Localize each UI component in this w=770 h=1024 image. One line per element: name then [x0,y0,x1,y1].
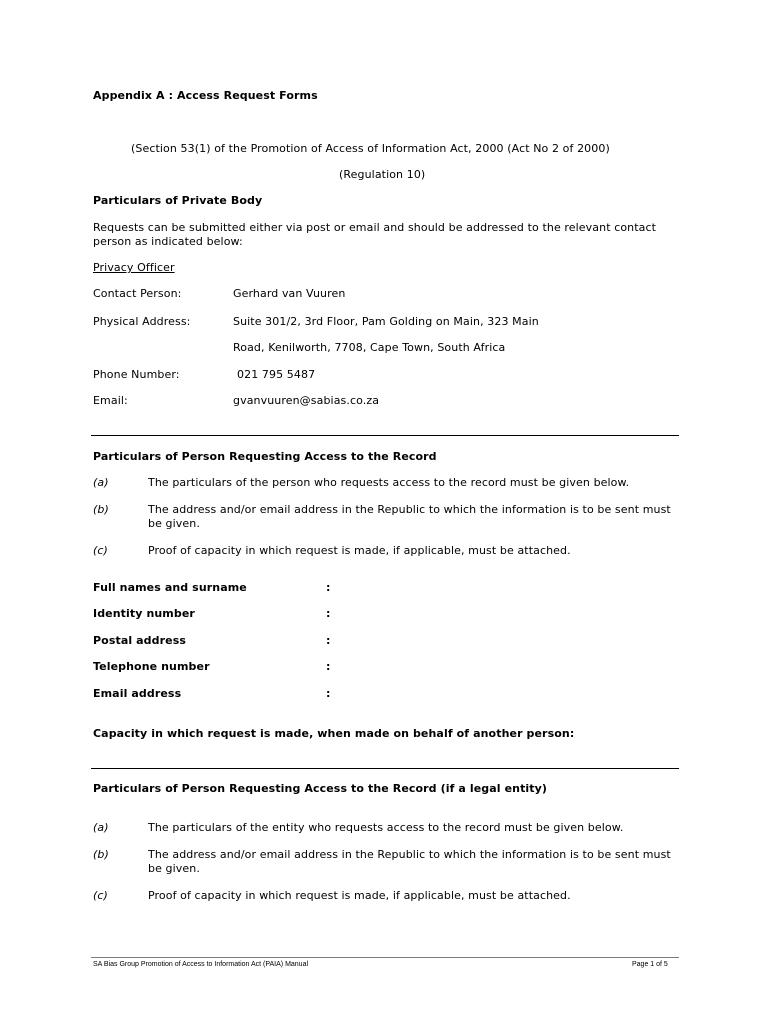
contact-person-label: Contact Person: [93,287,182,300]
legal-entity-item-b-text: The address and/or email address in the Republic to which the information is to be sent must be given. [148,848,671,875]
regulation-reference: (Regulation 10) [339,168,426,181]
field-separator: : [326,581,331,594]
physical-address-line2: Road, Kenilworth, 7708, Cape Town, South Africa [233,341,506,354]
requester-item-b-marker: (b) [93,503,109,516]
requester-item-a-marker: (a) [93,476,109,489]
field-label-email-address: Email address [93,687,182,700]
private-body-heading: Particulars of Private Body [93,194,263,207]
capacity-heading: Capacity in which request is made, when made on behalf of another person: [93,727,575,740]
private-body-intro: Requests can be submitted either via post or email and should be addressed to the relevant contact person as indicated below: [93,221,657,248]
footer-divider [91,957,679,958]
field-label-postal-address: Postal address [93,634,186,647]
field-separator: : [326,660,331,673]
field-separator: : [326,607,331,620]
email-label: Email: [93,394,128,407]
footer-document-name: SA Bias Group Promotion of Access to Information Act (PAIA) Manual [93,961,309,968]
field-label-full-names: Full names and surname [93,581,247,594]
legal-entity-item-b-marker: (b) [93,848,109,861]
legal-entity-heading: Particulars of Person Requesting Access to the Record (if a legal entity) [93,782,548,795]
appendix-title: Appendix A : Access Request Forms [93,89,318,102]
legal-entity-item-a-text: The particulars of the entity who requests access to the record must be given below. [148,821,624,834]
requester-heading: Particulars of Person Requesting Access to the Record [93,450,437,463]
section-reference: (Section 53(1) of the Promotion of Access of Information Act, 2000 (Act No 2 of 2000) [131,142,610,155]
requester-item-c-marker: (c) [93,544,108,557]
field-label-identity-number: Identity number [93,607,195,620]
legal-entity-item-a-marker: (a) [93,821,109,834]
field-separator: : [326,687,331,700]
section-divider [91,435,679,436]
contact-person-value: Gerhard van Vuuren [233,287,346,300]
phone-number-value: 021 795 5487 [237,368,316,381]
email-value[interactable]: gvanvuuren@sabias.co.za [233,394,380,407]
physical-address-line1: Suite 301/2, 3rd Floor, Pam Golding on Main, 323 Main [233,315,539,328]
legal-entity-item-c-text: Proof of capacity in which request is made, if applicable, must be attached. [148,889,571,902]
phone-number-label: Phone Number: [93,368,180,381]
requester-item-c-text: Proof of capacity in which request is made, if applicable, must be attached. [148,544,571,557]
field-separator: : [326,634,331,647]
field-label-telephone-number: Telephone number [93,660,210,673]
privacy-officer-label: Privacy Officer [93,261,175,274]
requester-item-a-text: The particulars of the person who requests access to the record must be given below. [148,476,630,489]
physical-address-label: Physical Address: [93,315,191,328]
section-divider [91,768,679,769]
legal-entity-item-c-marker: (c) [93,889,108,902]
requester-item-b-text: The address and/or email address in the Republic to which the information is to be sent must be given. [148,503,671,530]
footer-page-number: Page 1 of 5 [632,961,668,968]
